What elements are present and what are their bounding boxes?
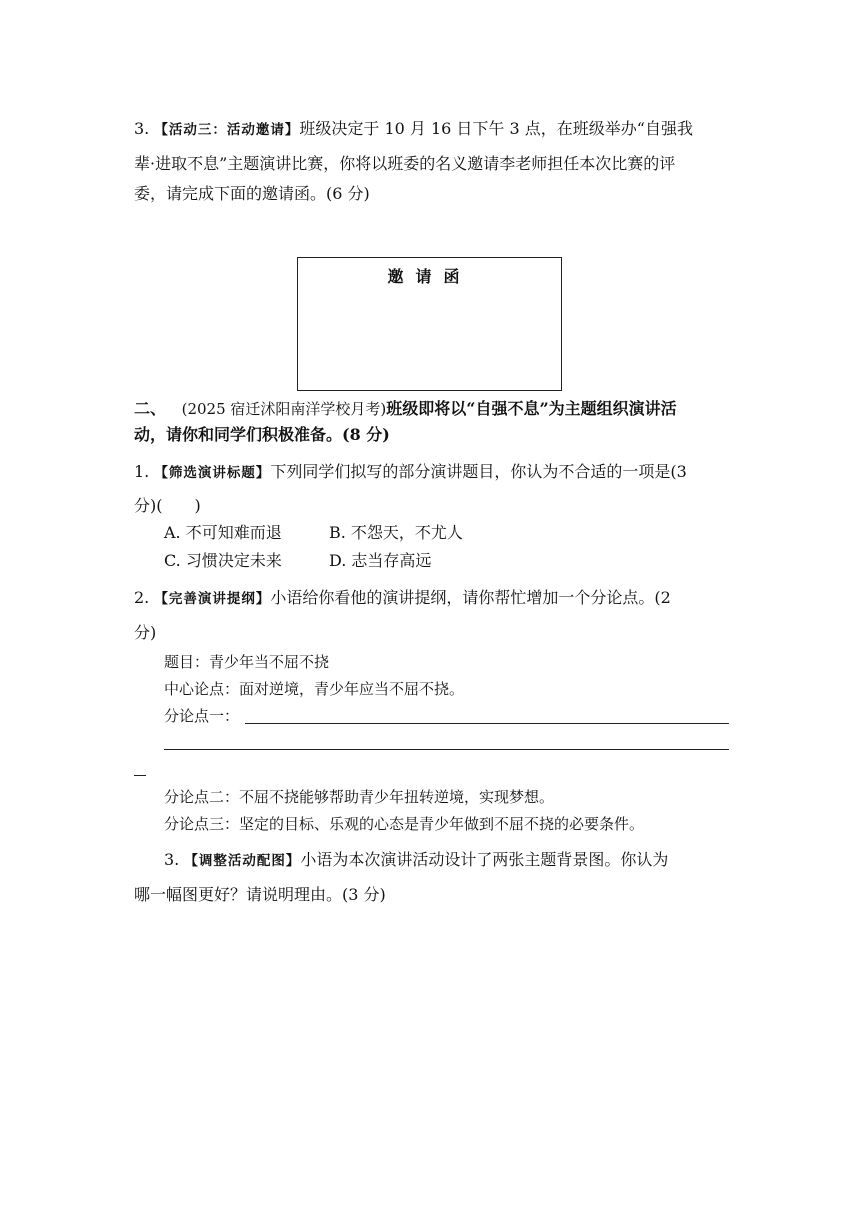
section2-text-1: 班级即将以“自强不息”为主题组织演讲活 xyxy=(386,399,677,418)
s2q3-line1 xyxy=(164,849,668,872)
invitation-title: 邀请函 xyxy=(387,267,472,286)
s2q1-line1 xyxy=(134,461,687,484)
section2-source: (2025 宿迁沭阳南洋学校月考) xyxy=(181,400,387,418)
outline-point3: 分论点三：坚定的目标、乐观的心态是青少年做到不屈不挠的必要条件。 xyxy=(164,815,645,833)
section2-text-2: 动，请你和同学们积极准备。(8 分) xyxy=(134,425,390,444)
q3-text-2: 辈·进取不息”主题演讲比赛，你将以班委的名义邀请李老师担任本次比赛的评 xyxy=(134,154,676,173)
s2q3-tag: 【调整活动配图】 xyxy=(184,853,301,869)
option-a: A. 不可知难而退 xyxy=(164,523,282,542)
s2q2-line1 xyxy=(134,587,671,610)
option-b: B. 不怨天，不尤人 xyxy=(329,523,463,542)
section2-line1 xyxy=(134,398,677,420)
s2q3-text-1: 小语为本次演讲活动设计了两张主题背景图。你认为 xyxy=(300,850,669,869)
answer-blank-1[interactable] xyxy=(245,723,729,724)
outline-point1-label: 分论点一： xyxy=(164,707,240,725)
s2q1-text-2: 分)( ) xyxy=(134,496,201,515)
q3-line1 xyxy=(134,118,693,141)
outline-point2: 分论点二：不屈不挠能够帮助青少年扭转逆境，实现梦想。 xyxy=(164,788,555,806)
s2q2-text-1: 小语给你看他的演讲提纲，请你帮忙增加一个分论点。(2 xyxy=(270,588,671,607)
s2q1-tag: 【筛选演讲标题】 xyxy=(154,465,271,481)
s2q2-text-2: 分) xyxy=(134,623,157,642)
outline-thesis: 中心论点：面对逆境，青少年应当不屈不挠。 xyxy=(164,680,465,698)
s2q2-number: 2. xyxy=(134,588,150,607)
q3-number: 3. xyxy=(134,119,150,138)
section2-number: 二、 xyxy=(134,399,167,418)
s2q3-text-2: 哪一幅图更好？请说明理由。(3 分) xyxy=(134,885,386,904)
s2q2-tag: 【完善演讲提纲】 xyxy=(154,591,271,607)
q3-text-1: 班级决定于 10 月 16 日下午 3 点，在班级举办“自强我 xyxy=(299,119,693,138)
s2q3-number: 3. xyxy=(164,850,180,869)
answer-blank-3[interactable] xyxy=(134,775,146,776)
invitation-box xyxy=(297,257,562,391)
q3-text-3: 委，请完成下面的邀请函。(6 分) xyxy=(134,184,370,203)
s2q1-text-1: 下列同学们拟写的部分演讲题目，你认为不合适的一项是(3 xyxy=(270,462,687,481)
s2q1-number: 1. xyxy=(134,462,150,481)
option-d: D. 志当存高远 xyxy=(329,551,432,570)
q3-tag: 【活动三：活动邀请】 xyxy=(154,122,300,138)
outline-topic: 题目：青少年当不屈不挠 xyxy=(164,653,330,671)
answer-blank-2[interactable] xyxy=(164,749,729,750)
option-c: C. 习惯决定未来 xyxy=(164,551,282,570)
